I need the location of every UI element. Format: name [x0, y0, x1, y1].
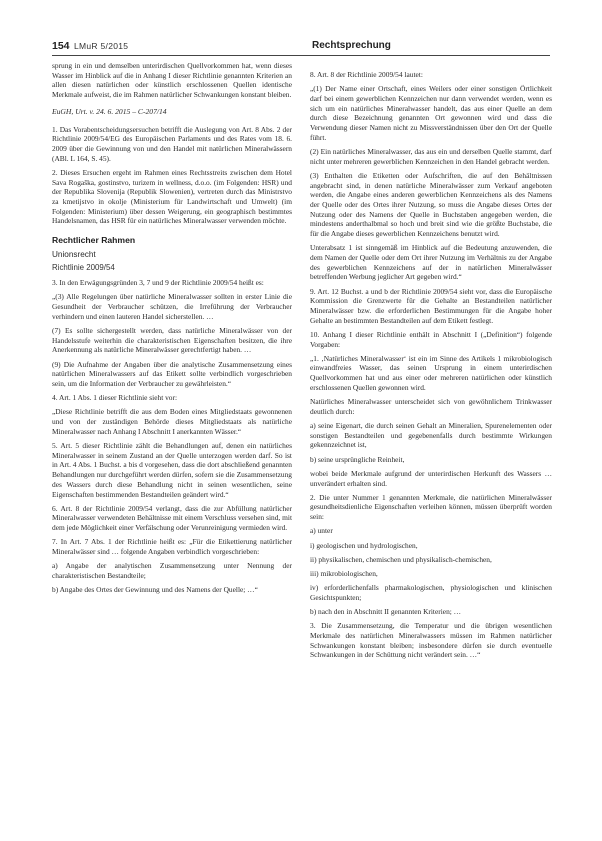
paragraph: „1. ‚Natürliches Mineralwasser‘ ist ein im Sinne des Artikels 1 mikrobiologisch einwandfreies Wasser, das seinen Ursprung in einem unterirdischen Quellvorkommen hat und aus einer oder mehreren natürlichen oder künstlich erschlossenen Quellen gewonnen wird.: [310, 353, 552, 392]
subsubsection-heading: Richtlinie 2009/54: [52, 263, 115, 273]
paragraph: 1. Das Vorabentscheidungsersuchen betrifft die Auslegung von Art. 8 Abs. 2 der Richtlinie 2009/54/EG des Europäischen Parlaments und des Rates vom 18. 6. 2009 über die Gewinnung von und den Handel mit natürlichen Mineralwässern (ABl. L 164, S. 45).: [52, 124, 292, 163]
paragraph: wobei beide Merkmale aufgrund der unterirdischen Herkunft des Wassers … unverändert erhalten sind.: [310, 468, 552, 488]
paragraph: 4. Art. 1 Abs. 1 dieser Richtlinie sieht vor:: [52, 393, 178, 403]
court-citation: EuGH, Urt. v. 24. 6. 2015 – C-207/14: [52, 106, 167, 116]
paragraph: b) nach den in Abschnitt II genannten Kriterien; …: [310, 607, 462, 617]
page-number: 154: [52, 40, 70, 52]
paragraph: 2. Die unter Nummer 1 genannten Merkmale, die natürlichen Mineralwässer gesundheitsdienliche Eigenschaften verleihen können, müssen überprüft worden sein:: [310, 492, 552, 522]
paragraph: 8. Art. 8 der Richtlinie 2009/54 lautet:: [310, 70, 423, 79]
paragraph: 3. In den Erwägungsgründen 3, 7 und 9 der Richtlinie 2009/54 heißt es:: [52, 278, 264, 288]
right-column: [310, 70, 552, 665]
page-header: [52, 40, 550, 56]
paragraph: „(1) Der Name einer Ortschaft, eines Weilers oder einer sonstigen Örtlichkeit darf bei einem gewerblichen Kennzeichen nur dann verwendet werden, wenn es sich um ein natürliches Mineralwasser handelt, das aus einer Quelle an dem durch diese Bezeichnung genannten Ort gewonnen wird und dass die Verwendung dieser Namen nicht zu Missverständnissen über den Ort der Quelle führt.: [310, 84, 552, 142]
paragraph: (7) Es sollte sichergestellt werden, dass natürliche Mineralwässer von der Handelsstufe weiterhin die charakteristischen Eigenschaften besitzen, die ihre Anerkennung als natürliche Mineralwässer gerechtfertigt haben. …: [52, 325, 292, 355]
subsection-heading: Unionsrecht: [52, 249, 96, 259]
paragraph: „(3) Alle Regelungen über natürliche Mineralwasser sollten in erster Linie die Gesundheit der Verbraucher schützen, die Irreführung der Verbraucher verhindern und einen lauteren Handel sicherstellen. …: [52, 292, 292, 321]
left-column: [52, 61, 292, 599]
header-rule: [52, 55, 550, 56]
paragraph: ii) physikalischen, chemischen und physikalisch-chemischen,: [310, 554, 492, 564]
paragraph: iii) mikrobiologischen,: [310, 568, 378, 578]
paragraph: i) geologischen und hydrologischen,: [310, 540, 418, 550]
section-heading: Rechtlicher Rahmen: [52, 235, 136, 246]
paragraph: sprung in ein und demselben unterirdischen Quellvorkommen hat, wenn dieses Wasser im Hinblick auf die in Anhang I dieser Richtlinie genannten Kriterien an allen diesen natürlichen oder künstlich erschlossenen Quellen identische Merkmale aufweist, die im Rahmen natürlicher Schwankungen konstant bleiben.: [52, 61, 292, 100]
paragraph: Natürliches Mineralwasser unterscheidet sich von gewöhnlichem Trinkwasser deutlich durch:: [310, 397, 552, 416]
paragraph: (9) Die Aufnahme der Angaben über die analytische Zusammensetzung eines natürlichen Mineralwassers auf das Etikett sollte verbindlich vorgeschrieben sein, um die Information der Verbraucher zu gewährleisten.“: [52, 359, 292, 388]
paragraph: a) Angabe der analytischen Zusammensetzung unter Nennung der charakteristischen Bestandteile;: [52, 561, 292, 580]
paragraph: 6. Art. 8 der Richtlinie 2009/54 verlangt, dass die zur Abfüllung natürlicher Mineralwasser verwendeten Behältnisse mit einem Verschluss versehen sind, mit dem jede Möglichkeit einer Verfälschung oder Verunreinigung vermieden wird.: [52, 503, 292, 533]
journal-reference: LMuR 5/2015: [74, 41, 129, 51]
paragraph: (3) Enthalten die Etiketten oder Aufschriften, die auf den Behältnissen angebracht sind, in denen natürliche Mineralwässer zum Verkauf angeboten werden, die Angabe eines anderen gewerblichen Kennzeichens als des Namens der Quelle oder des Ortes ihrer Nutzung, so muss die Angabe dieses Ortes der Nutzung oder des Namens der Quelle in Buchstaben angegeben werden, die mindestens anderthalbmal so hoch und breit sind wie die größte Buchstabe, die für die Angabe dieses gewerblichen Kennzeichens benutzt wird.: [310, 170, 552, 239]
paragraph: a) unter: [310, 526, 333, 536]
paragraph: 7. In Art. 7 Abs. 1 der Richtlinie heißt es: „Für die Etikettierung natürlicher Mineralwässer sind … folgende Angaben verbindlich vorgeschrieben:: [52, 537, 292, 557]
paragraph: (2) Ein natürliches Mineralwasser, das aus ein und derselben Quelle stammt, darf nicht unter mehreren gewerblichen Kennzeichen in den Handel gebracht werden.: [310, 146, 552, 166]
paragraph: a) seine Eigenart, die durch seinen Gehalt an Mineralien, Spurenelementen oder sonstigen Bestandteilen und gegebenenfalls durch bestimmte Wirkungen gekennzeichnet ist,: [310, 421, 552, 450]
paragraph: b) Angabe des Ortes der Gewinnung und des Namens der Quelle; …“: [52, 585, 258, 595]
paragraph: 5. Art. 5 dieser Richtlinie zählt die Behandlungen auf, denen ein natürliches Mineralwasser in seinem Zustand an der Quelle unterzogen werden darf. So ist in Art. 4 Abs. 1 Buchst. a bis d vorgesehen, dass die dort abschließend genannten Behandlungen nur durchgeführt werden dürfen, sofern sie die Zusammensetzung des Wassers durch diese Behandlung nicht in seinen wesentlichen, seine Eigenschaften bestimmenden Bestandteilen geändert wird.“: [52, 441, 292, 499]
paragraph: Unterabsatz 1 ist sinngemäß im Hinblick auf die Bedeutung anzuwenden, die dem Namen der Quelle oder dem Ort ihrer Nutzung im Verhältnis zu der Angabe des gewerblichen Kennzeichens auf der in natürlichen Mineralwässer betreffenden Werbung jeglicher Art gegeben wird.“: [310, 243, 552, 282]
paragraph: b) seine ursprüngliche Reinheit,: [310, 454, 405, 464]
section-title: Rechtsprechung: [312, 40, 391, 51]
paragraph: 10. Anhang I dieser Richtlinie enthält in Abschnitt I („Definition“) folgende Vorgaben:: [310, 329, 552, 349]
paragraph: iv) erforderlichenfalls pharmakologischen, physiologischen und klinischen Gesichtspunkten;: [310, 583, 552, 602]
paragraph: „Diese Richtlinie betrifft die aus dem Boden eines Mitgliedstaats gewonnenen und von der zuständigen Behörde dieses Mitgliedstaats als natürliche Mineralwasser nach Anhang I Abschnitt I anerkannten Wässer.“: [52, 407, 292, 436]
paragraph: 9. Art. 12 Buchst. a und b der Richtlinie 2009/54 sieht vor, dass die Europäische Kommission die Grenzwerte für die Gehalte an Bestandteilen natürlicher Mineralwässer bzw. die erforderlichen Bestimmungen für die Angabe hoher Gehalte an bestimmten Bestandteilen auf dem Etikett festlegt.: [310, 286, 552, 325]
paragraph: 2. Dieses Ersuchen ergeht im Rahmen eines Rechtsstreits zwischen dem Hotel Sava Rogaška, gostinstvo, turizem in wellness, d.o.o. (im Folgenden: HSR) und der Republika Slovenija (Republik Slowenien), vertreten durch das Ministrstvo za kmetijstvo in okolje (Ministerium für Landwirtschaft und Umwelt) (im Folgenden: Ministerium) über dessen Weigerung, ein geographisch bestimmtes Handelsnamen, das HSR für ein natürliches Mineralwasser verwenden möchte.: [52, 167, 292, 226]
paragraph: 3. Die Zusammensetzung, die Temperatur und die übrigen wesentlichen Merkmale des natürlichen Mineralwassers müssen im Rahmen natürlicher Schwankungen konstant bleiben; insbesondere dürfen sie durch eventuelle Schwankungen in der Schüttung nicht verändert sein. …“: [310, 621, 552, 660]
